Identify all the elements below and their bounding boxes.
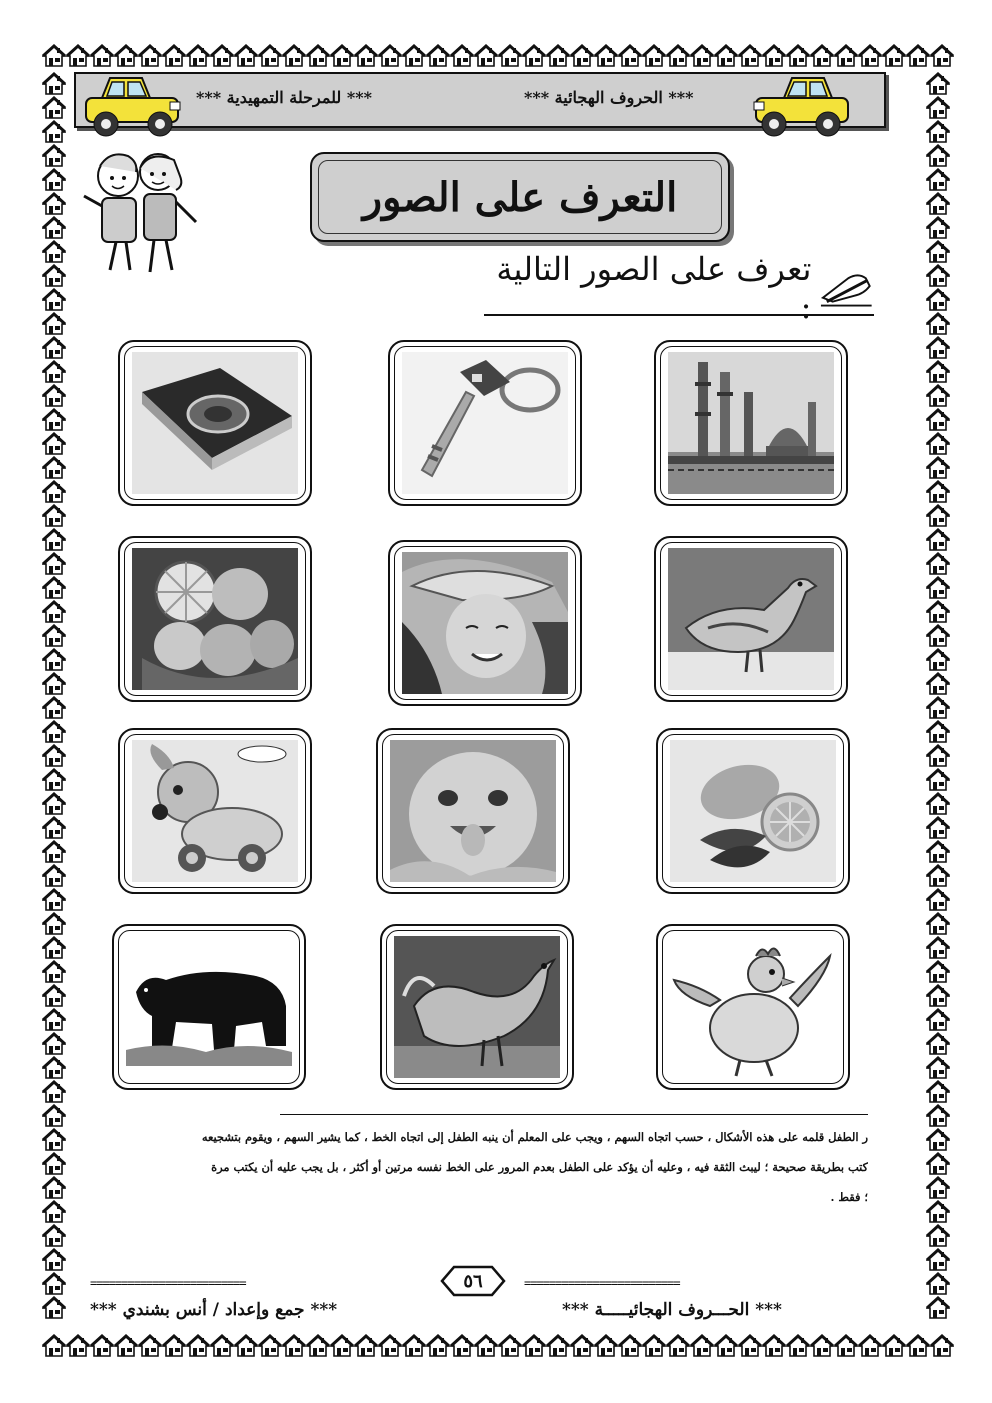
house-icon: [258, 1334, 282, 1358]
picture-card-duck: [654, 536, 848, 702]
house-icon: [926, 480, 950, 504]
house-icon: [926, 696, 950, 720]
oranges-icon: [132, 548, 298, 690]
girl-face-icon: [402, 552, 568, 694]
house-icon: [42, 336, 66, 360]
house-icon: [42, 144, 66, 168]
note-line-1: ر الطفل قلمه على هذه الأشكال ، حسب اتجاه السهم ، ويجب على المعلم أن ينبه الطفل إلى اتجاه الخط ، كما يشير السهم ، ويقوم بتشجيعه: [201, 1130, 868, 1144]
house-icon: [858, 44, 882, 68]
house-icon: [926, 216, 950, 240]
mosque-icon: [668, 352, 834, 494]
house-icon: [926, 312, 950, 336]
house-icon: [714, 1334, 738, 1358]
house-icon: [42, 1008, 66, 1032]
house-icon: [234, 1334, 258, 1358]
house-icon: [926, 384, 950, 408]
house-icon: [42, 1334, 66, 1358]
worksheet-title-box: [310, 152, 730, 242]
house-icon: [450, 44, 474, 68]
writing-hand-icon: [819, 268, 874, 308]
house-icon: [926, 576, 950, 600]
picture-card-baby-face: [376, 728, 570, 894]
house-icon: [762, 1334, 786, 1358]
house-icon: [926, 528, 950, 552]
footer-divider-right: =========================: [524, 1276, 680, 1290]
house-icon: [42, 672, 66, 696]
page-border-bottom: [42, 1334, 954, 1358]
house-icon: [42, 360, 66, 384]
house-icon: [666, 1334, 690, 1358]
house-icon: [926, 168, 950, 192]
house-icon: [834, 44, 858, 68]
house-icon: [738, 1334, 762, 1358]
house-icon: [42, 432, 66, 456]
page-border-left: [42, 72, 66, 1320]
house-icon: [926, 144, 950, 168]
house-icon: [42, 1224, 66, 1248]
toy-truck-icon: [746, 70, 854, 140]
house-icon: [42, 1152, 66, 1176]
house-icon: [378, 1334, 402, 1358]
house-icon: [210, 44, 234, 68]
house-icon: [906, 1334, 930, 1358]
house-icon: [926, 840, 950, 864]
house-icon: [42, 960, 66, 984]
house-icon: [882, 1334, 906, 1358]
house-icon: [42, 408, 66, 432]
picture-card-bear: [112, 924, 306, 1090]
toy-dog-icon: [132, 740, 298, 882]
house-icon: [42, 1200, 66, 1224]
house-icon: [926, 288, 950, 312]
house-icon: [930, 44, 954, 68]
house-icon: [306, 1334, 330, 1358]
house-icon: [42, 576, 66, 600]
footer-divider-left: =========================: [90, 1276, 246, 1290]
house-icon: [402, 1334, 426, 1358]
house-icon: [926, 1296, 950, 1320]
house-icon: [926, 600, 950, 624]
picture-card-lemon: [656, 728, 850, 894]
house-icon: [926, 864, 950, 888]
house-icon: [926, 1200, 950, 1224]
house-icon: [210, 1334, 234, 1358]
house-icon: [810, 1334, 834, 1358]
house-icon: [42, 96, 66, 120]
house-icon: [926, 264, 950, 288]
house-icon: [666, 44, 690, 68]
house-icon: [42, 192, 66, 216]
house-icon: [762, 44, 786, 68]
page-number: [440, 1264, 506, 1298]
lemon-icon: [670, 740, 836, 882]
house-icon: [42, 216, 66, 240]
house-icon: [926, 1152, 950, 1176]
house-icon: [906, 44, 930, 68]
picture-card-chicken: [656, 924, 850, 1090]
house-icon: [522, 1334, 546, 1358]
house-icon: [926, 1080, 950, 1104]
house-icon: [546, 1334, 570, 1358]
house-icon: [42, 1272, 66, 1296]
worksheet-title: التعرف على الصور: [362, 173, 678, 221]
house-icon: [522, 44, 546, 68]
chicken-icon: [670, 936, 836, 1078]
house-icon: [926, 888, 950, 912]
house-icon: [42, 816, 66, 840]
house-icon: [926, 672, 950, 696]
house-icon: [926, 984, 950, 1008]
house-icon: [450, 1334, 474, 1358]
house-icon: [330, 44, 354, 68]
house-icon: [498, 1334, 522, 1358]
house-icon: [42, 696, 66, 720]
house-icon: [42, 864, 66, 888]
house-icon: [90, 44, 114, 68]
house-icon: [42, 312, 66, 336]
house-icon: [618, 44, 642, 68]
house-icon: [926, 1008, 950, 1032]
house-icon: [42, 792, 66, 816]
house-icon: [42, 1104, 66, 1128]
header-left-label: *** للمرحلة التمهيدية ***: [196, 88, 372, 107]
picture-card-quran-book: [118, 340, 312, 506]
house-icon: [426, 44, 450, 68]
house-icon: [258, 44, 282, 68]
house-icon: [42, 888, 66, 912]
key-icon: [402, 352, 568, 494]
house-icon: [642, 1334, 666, 1358]
house-icon: [138, 1334, 162, 1358]
house-icon: [378, 44, 402, 68]
house-icon: [926, 744, 950, 768]
house-icon: [42, 44, 66, 68]
house-icon: [42, 1128, 66, 1152]
house-icon: [42, 744, 66, 768]
house-icon: [42, 528, 66, 552]
house-icon: [114, 1334, 138, 1358]
picture-card-rooster: [380, 924, 574, 1090]
header-right-label: *** الحروف الهجائية ***: [524, 88, 694, 107]
picture-card-oranges: [118, 536, 312, 702]
house-icon: [42, 552, 66, 576]
house-icon: [714, 44, 738, 68]
picture-card-mosque: [654, 340, 848, 506]
house-icon: [42, 240, 66, 264]
house-icon: [642, 44, 666, 68]
house-icon: [162, 1334, 186, 1358]
house-icon: [926, 552, 950, 576]
page-border-top: [42, 44, 954, 68]
house-icon: [474, 44, 498, 68]
house-icon: [42, 720, 66, 744]
instruction-line: [484, 250, 874, 326]
house-icon: [42, 840, 66, 864]
page-number-text: ٥٦: [463, 1270, 483, 1292]
picture-card-girl-face: [388, 540, 582, 706]
rooster-icon: [394, 936, 560, 1078]
house-icon: [738, 44, 762, 68]
house-icon: [42, 984, 66, 1008]
duck-icon: [668, 548, 834, 690]
house-icon: [690, 1334, 714, 1358]
house-icon: [570, 1334, 594, 1358]
house-icon: [354, 1334, 378, 1358]
house-icon: [42, 1056, 66, 1080]
house-icon: [926, 456, 950, 480]
house-icon: [42, 168, 66, 192]
house-icon: [42, 288, 66, 312]
house-icon: [926, 120, 950, 144]
house-icon: [926, 648, 950, 672]
house-icon: [926, 1224, 950, 1248]
house-icon: [926, 72, 950, 96]
house-icon: [594, 1334, 618, 1358]
house-icon: [882, 44, 906, 68]
house-icon: [354, 44, 378, 68]
baby-face-icon: [390, 740, 556, 882]
picture-card-toy-dog: [118, 728, 312, 894]
house-icon: [926, 1248, 950, 1272]
house-icon: [234, 44, 258, 68]
house-icon: [786, 1334, 810, 1358]
house-icon: [926, 960, 950, 984]
house-icon: [42, 1176, 66, 1200]
house-icon: [42, 648, 66, 672]
house-icon: [926, 768, 950, 792]
house-icon: [926, 408, 950, 432]
house-icon: [926, 1104, 950, 1128]
house-icon: [690, 44, 714, 68]
toy-truck-icon: [80, 70, 188, 140]
house-icon: [926, 192, 950, 216]
house-icon: [926, 336, 950, 360]
house-icon: [926, 912, 950, 936]
house-icon: [114, 44, 138, 68]
picture-card-key: [388, 340, 582, 506]
house-icon: [66, 1334, 90, 1358]
bear-icon: [126, 936, 292, 1078]
house-icon: [926, 936, 950, 960]
house-icon: [42, 624, 66, 648]
house-icon: [42, 1080, 66, 1104]
house-icon: [306, 44, 330, 68]
house-icon: [42, 600, 66, 624]
house-icon: [594, 44, 618, 68]
schoolchildren-illustration-icon: [80, 146, 204, 278]
note-line-2: كتب بطريقة صحيحة ؛ ليبث الثقة فيه ، وعليه أن يؤكد على الطفل بعدم المرور على الخط نفسه مرتين أو أكثر ، بل يجب عليه أن يكتب مرة: [211, 1160, 868, 1174]
house-icon: [42, 504, 66, 528]
house-icon: [926, 1032, 950, 1056]
house-icon: [90, 1334, 114, 1358]
house-icon: [42, 120, 66, 144]
house-icon: [138, 44, 162, 68]
house-icon: [66, 44, 90, 68]
house-icon: [786, 44, 810, 68]
house-icon: [926, 720, 950, 744]
house-icon: [926, 360, 950, 384]
footer-left-label: *** جمع وإعداد / أنس بشندي ***: [90, 1300, 338, 1320]
house-icon: [162, 44, 186, 68]
house-icon: [926, 504, 950, 528]
house-icon: [282, 44, 306, 68]
teacher-note: [114, 1122, 868, 1212]
house-icon: [546, 44, 570, 68]
house-icon: [570, 44, 594, 68]
house-icon: [858, 1334, 882, 1358]
house-icon: [930, 1334, 954, 1358]
house-icon: [926, 432, 950, 456]
quran-book-icon: [132, 352, 298, 494]
house-icon: [926, 624, 950, 648]
house-icon: [926, 96, 950, 120]
instruction-text: تعرف على الصور التالية :: [496, 250, 812, 326]
house-icon: [42, 912, 66, 936]
house-icon: [926, 1176, 950, 1200]
house-icon: [42, 936, 66, 960]
house-icon: [926, 816, 950, 840]
house-icon: [42, 1032, 66, 1056]
house-icon: [926, 792, 950, 816]
house-icon: [926, 1128, 950, 1152]
house-icon: [42, 456, 66, 480]
note-line-3: ؛ فقط .: [830, 1190, 868, 1204]
house-icon: [618, 1334, 642, 1358]
house-icon: [834, 1334, 858, 1358]
house-icon: [282, 1334, 306, 1358]
footer-right-label: *** الحـــروف الهجائيـــــة ***: [562, 1300, 782, 1320]
note-rule: [280, 1114, 868, 1115]
house-icon: [426, 1334, 450, 1358]
house-icon: [498, 44, 522, 68]
house-icon: [186, 44, 210, 68]
house-icon: [42, 264, 66, 288]
house-icon: [926, 240, 950, 264]
house-icon: [42, 384, 66, 408]
house-icon: [186, 1334, 210, 1358]
house-icon: [402, 44, 426, 68]
house-icon: [330, 1334, 354, 1358]
house-icon: [474, 1334, 498, 1358]
house-icon: [42, 1296, 66, 1320]
house-icon: [810, 44, 834, 68]
house-icon: [42, 768, 66, 792]
house-icon: [42, 72, 66, 96]
house-icon: [42, 480, 66, 504]
house-icon: [42, 1248, 66, 1272]
page-border-right: [926, 72, 950, 1320]
house-icon: [926, 1272, 950, 1296]
house-icon: [926, 1056, 950, 1080]
